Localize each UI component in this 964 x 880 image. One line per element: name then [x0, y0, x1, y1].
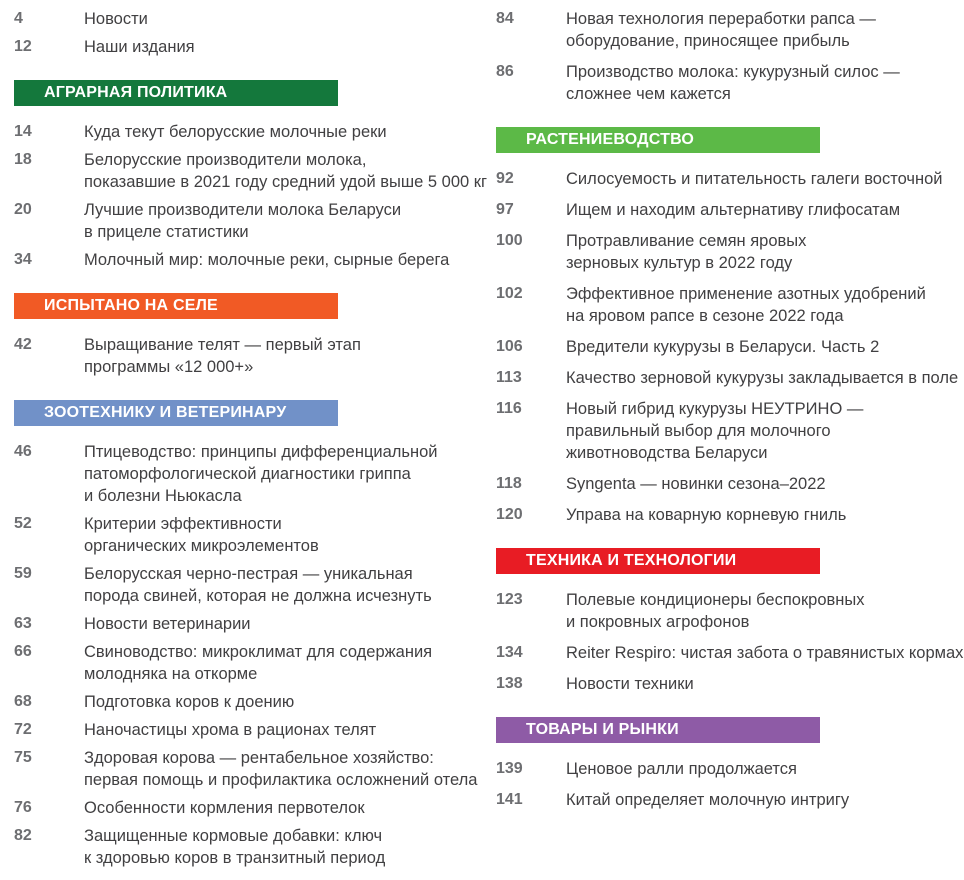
entry-page-number: 97	[496, 201, 514, 218]
entry-page-number: 52	[14, 515, 32, 532]
toc-entry	[496, 8, 964, 52]
entry-page-number: 113	[496, 369, 522, 386]
toc-entry	[14, 121, 482, 143]
entry-title: Syngenta — новинки сезона–2022	[566, 475, 826, 493]
toc-entry	[14, 149, 488, 193]
toc-entry	[496, 673, 964, 695]
entry-page-number: 141	[496, 791, 523, 808]
entry-page-number: 82	[14, 827, 32, 844]
entry-title: Свиноводство: микроклимат для содержания молодняка на откорме	[84, 643, 433, 683]
toc-entry	[14, 825, 482, 869]
entry-page-number: 116	[496, 400, 522, 417]
toc-entry	[496, 336, 964, 358]
toc-entry	[496, 504, 964, 526]
toc-entry	[14, 797, 482, 819]
toc-entry	[496, 283, 964, 327]
entry-title: Вредители кукурузы в Беларуси. Часть 2	[566, 338, 880, 356]
section-header: ТОВАРЫ И РЫНКИ	[496, 717, 820, 743]
toc-entry	[496, 473, 964, 495]
entry-title: Качество зерновой кукурузы закладывается в поле	[566, 369, 959, 387]
toc-entry	[14, 199, 482, 243]
toc-entry	[496, 367, 964, 389]
toc-entry	[496, 789, 964, 811]
entry-page-number: 123	[496, 591, 523, 608]
entry-title: Ценовое ралли продолжается	[566, 760, 797, 778]
toc-entry	[14, 563, 482, 607]
entry-title: Выращивание телят — первый этап программы «12 000+»	[84, 336, 361, 376]
entry-page-number: 42	[14, 336, 32, 353]
entry-page-number: 20	[14, 201, 32, 218]
toc-entry	[14, 441, 482, 507]
entry-title: Куда текут белорусские молочные реки	[84, 123, 387, 141]
entry-title: Управа на коварную корневую гниль	[566, 506, 847, 524]
entry-title: Ищем и находим альтернативу глифосатам	[566, 201, 901, 219]
entry-title: Наши издания	[84, 38, 195, 56]
section-header: РАСТЕНИЕВОДСТВО	[496, 127, 820, 153]
entry-title: Новости ветеринарии	[84, 615, 251, 633]
entry-page-number: 118	[496, 475, 522, 492]
entry-page-number: 46	[14, 443, 32, 460]
entry-title: Китай определяет молочную интригу	[566, 791, 850, 809]
entry-page-number: 134	[496, 644, 523, 661]
toc-column-right	[496, 8, 964, 820]
entry-title: Белорусские производители молока, показавшие в 2021 году средний удой выше 5 000 кг	[84, 151, 488, 191]
entry-title: Молочный мир: молочные реки, сырные берега	[84, 251, 450, 269]
section-header: ТЕХНИКА И ТЕХНОЛОГИИ	[496, 548, 820, 574]
toc-entry	[496, 230, 964, 274]
toc-entry	[496, 642, 964, 664]
entry-page-number: 86	[496, 63, 514, 80]
toc-entry	[14, 334, 482, 378]
entry-title: Защищенные кормовые добавки: ключ к здоровью коров в транзитный период	[84, 827, 386, 867]
entry-title: Силосуемость и питательность галеги восточной	[566, 170, 943, 188]
entry-page-number: 59	[14, 565, 32, 582]
toc-entry	[496, 61, 964, 105]
entry-page-number: 120	[496, 506, 523, 523]
entry-title: Особенности кормления первотелок	[84, 799, 365, 817]
toc-column-left	[14, 8, 488, 875]
entry-title: Подготовка коров к доению	[84, 693, 295, 711]
toc-entry	[14, 613, 482, 635]
section-header: АГРАРНАЯ ПОЛИТИКА	[14, 80, 338, 106]
entry-title: Новости	[84, 10, 148, 28]
entry-page-number: 138	[496, 675, 523, 692]
toc-entry	[14, 719, 482, 741]
entry-title: Новости техники	[566, 675, 694, 693]
entry-title: Протравливание семян яровых зерновых культур в 2022 году	[566, 232, 807, 272]
toc-entry	[14, 8, 482, 30]
entry-title: Новая технология переработки рапса — оборудование, приносящее прибыль	[566, 10, 876, 50]
entry-title: Птицеводство: принципы дифференциальной патоморфологической диагностики гриппа и болезни Ньюкасла	[84, 443, 438, 505]
toc-entry	[496, 398, 964, 464]
section-header: ИСПЫТАНО НА СЕЛЕ	[14, 293, 338, 319]
entry-page-number: 63	[14, 615, 32, 632]
entry-title: Лучшие производители молока Беларуси в прицеле статистики	[84, 201, 402, 241]
entry-page-number: 139	[496, 760, 523, 777]
entry-title: Белорусская черно-пестрая — уникальная порода свиней, которая не должна исчезнуть	[84, 565, 432, 605]
toc-entry	[14, 36, 482, 58]
entry-title: Производство молока: кукурузный силос — сложнее чем кажется	[566, 63, 900, 103]
entry-title: Полевые кондиционеры беспокровных и покровных агрофонов	[566, 591, 865, 631]
toc-entry	[496, 758, 964, 780]
section-header: ЗООТЕХНИКУ И ВЕТЕРИНАРУ	[14, 400, 338, 426]
entry-page-number: 14	[14, 123, 32, 140]
entry-page-number: 106	[496, 338, 523, 355]
entry-title: Здоровая корова — рентабельное хозяйство: первая помощь и профилактика осложнений отела	[84, 749, 478, 789]
entry-page-number: 100	[496, 232, 523, 249]
entry-title: Эффективное применение азотных удобрений на яровом рапсе в сезоне 2022 года	[566, 285, 926, 325]
entry-page-number: 18	[14, 151, 32, 168]
toc-entry	[14, 691, 482, 713]
entry-title: Наночастицы хрома в рационах телят	[84, 721, 377, 739]
entry-title: Новый гибрид кукурузы НЕУТРИНО — правильный выбор для молочного животноводства Беларуси	[566, 400, 864, 462]
entry-page-number: 72	[14, 721, 32, 738]
toc-entry	[14, 513, 482, 557]
toc-entry	[14, 641, 482, 685]
entry-page-number: 92	[496, 170, 514, 187]
entry-title: Критерии эффективности органических микроэлементов	[84, 515, 319, 555]
entry-page-number: 84	[496, 10, 514, 27]
entry-page-number: 102	[496, 285, 523, 302]
entry-page-number: 68	[14, 693, 32, 710]
entry-page-number: 66	[14, 643, 32, 660]
entry-title: Reiter Respiro: чистая забота о травянистых кормах	[566, 644, 964, 662]
entry-page-number: 76	[14, 799, 32, 816]
toc-entry	[496, 199, 964, 221]
toc-entry	[496, 168, 964, 190]
entry-page-number: 12	[14, 38, 32, 55]
toc-entry	[14, 249, 482, 271]
entry-page-number: 75	[14, 749, 32, 766]
entry-page-number: 4	[14, 10, 23, 27]
toc-entry	[496, 589, 964, 633]
entry-page-number: 34	[14, 251, 32, 268]
toc-entry	[14, 747, 482, 791]
